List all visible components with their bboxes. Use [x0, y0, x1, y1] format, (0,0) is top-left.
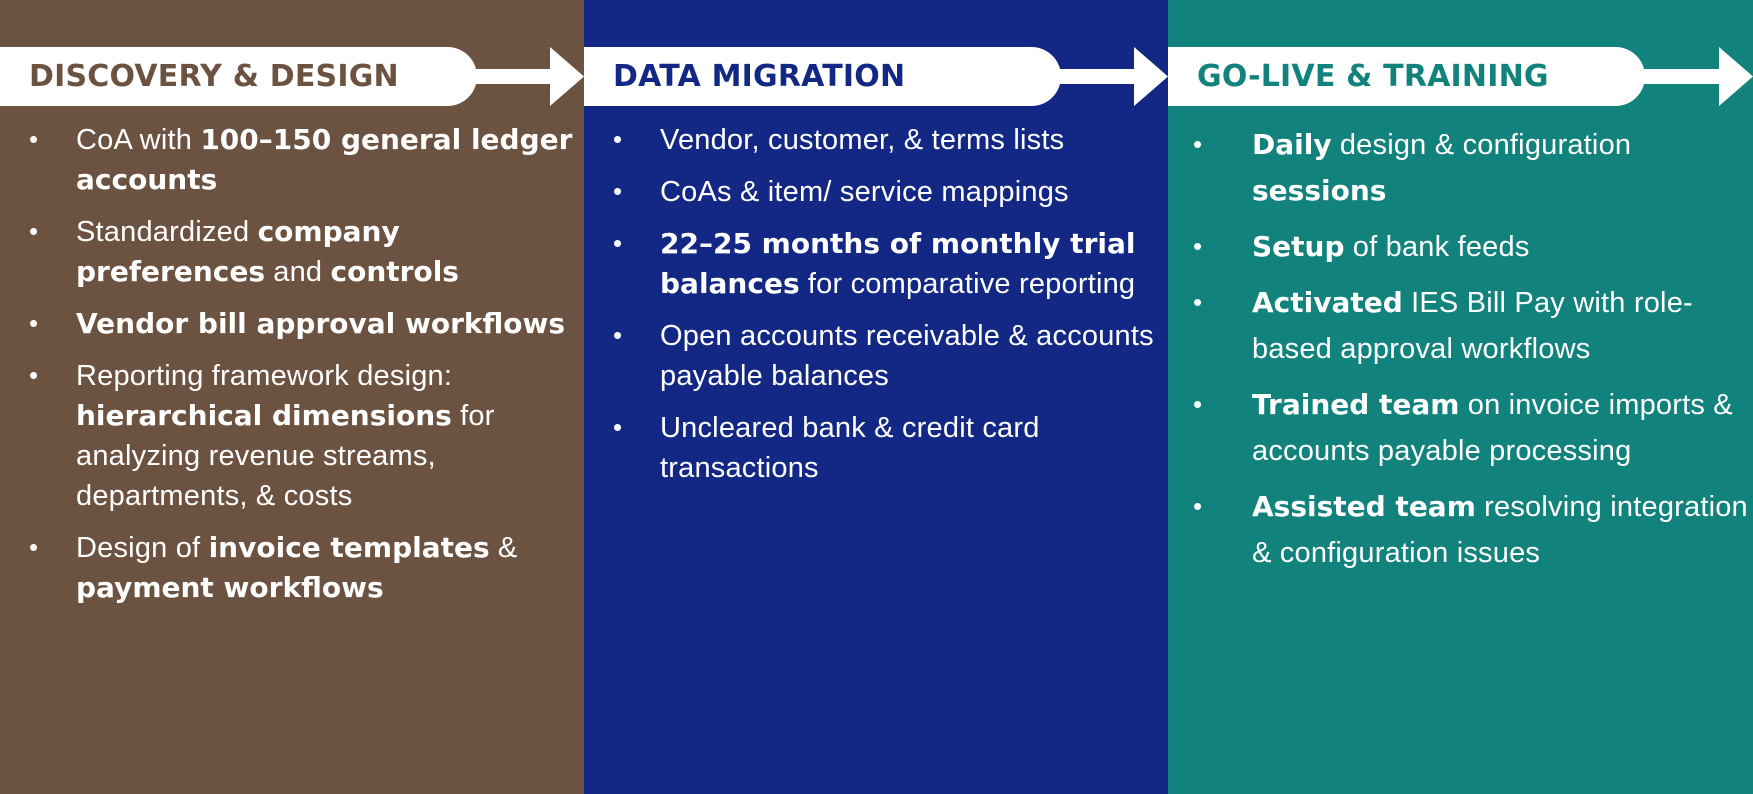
stage-banner [584, 47, 1061, 106]
stage-items [1168, 122, 1752, 586]
bullet-icon: • [29, 360, 39, 390]
item-text-bold: Vendor bill approval workflows [76, 307, 566, 340]
bullet-icon: • [1193, 491, 1203, 521]
list-item [0, 528, 584, 608]
item-text: resolving integration & configuration issues [1252, 491, 1748, 569]
stage-title: GO-LIVE & TRAINING [1197, 59, 1549, 94]
list-item [1168, 280, 1752, 372]
item-text-bold: sessions [1252, 174, 1387, 207]
stage-items [584, 120, 1168, 500]
item-text: Reporting framework design: [76, 360, 453, 392]
item-text: on invoice imports & accounts payable processing [1252, 389, 1733, 467]
bullet-icon: • [29, 216, 39, 246]
stage-banner [1168, 47, 1645, 106]
item-text-bold: 100–150 general ledger accounts [76, 123, 573, 196]
stage-title: DATA MIGRATION [613, 59, 906, 94]
bullet-icon: • [29, 532, 39, 562]
bullet-icon: • [29, 124, 39, 154]
item-text: CoAs & item/ service mappings [660, 176, 1069, 208]
list-item [0, 356, 584, 516]
item-text: IES Bill Pay with role-based approval workflows [1252, 287, 1693, 365]
list-item [1168, 484, 1752, 576]
item-text: CoA with [76, 124, 201, 156]
arrow-right-icon [470, 47, 584, 106]
list-item [0, 120, 584, 200]
list-item [584, 316, 1168, 396]
bullet-icon: • [613, 228, 623, 258]
item-text: and [265, 256, 331, 288]
item-text-bold: Activated [1252, 286, 1403, 319]
item-text: Vendor, customer, & terms lists [660, 124, 1065, 156]
bullet-icon: • [613, 176, 623, 206]
item-text-bold: Setup [1252, 230, 1345, 263]
stage-banner [0, 47, 477, 106]
bullet-icon: • [1193, 287, 1203, 317]
arrow-right-icon [1054, 47, 1168, 106]
list-item [584, 172, 1168, 212]
item-text-bold: controls [330, 255, 459, 288]
item-text: Design of [76, 532, 209, 564]
item-text: for comparative reporting [799, 268, 1136, 300]
item-text: of bank feeds [1344, 231, 1530, 263]
column-go-live-training [1168, 0, 1753, 794]
item-text: Open accounts receivable & accounts payable balances [660, 320, 1154, 392]
item-text: Standardized [76, 216, 258, 248]
item-text: design & configuration [1331, 129, 1632, 161]
column-discovery-design [0, 0, 584, 794]
arrow-right-icon [1638, 47, 1753, 106]
bullet-icon: • [613, 320, 623, 350]
item-text: Uncleared bank & credit card transactions [660, 412, 1040, 484]
stage-items [0, 120, 584, 620]
item-text-bold: 22–25 months of monthly trial balances [660, 227, 1136, 300]
item-text-bold: Assisted team [1252, 490, 1476, 523]
bullet-icon: • [1193, 231, 1203, 261]
item-text-bold: Daily [1252, 128, 1332, 161]
item-text-bold: payment workflows [76, 571, 384, 604]
list-item [1168, 122, 1752, 214]
column-data-migration [584, 0, 1168, 794]
item-text-bold: hierarchical dimensions [76, 399, 452, 432]
list-item [1168, 224, 1752, 270]
item-text: for analyzing revenue streams, departments, & costs [76, 400, 495, 512]
bullet-icon: • [613, 412, 623, 442]
bullet-icon: • [29, 308, 39, 338]
list-item [584, 224, 1168, 304]
list-item [584, 408, 1168, 488]
list-item [0, 212, 584, 292]
bullet-icon: • [613, 124, 623, 154]
list-item [584, 120, 1168, 160]
item-text: & [489, 532, 518, 564]
bullet-icon: • [1193, 389, 1203, 419]
item-text-bold: Trained team [1252, 388, 1460, 421]
stage-title: DISCOVERY & DESIGN [29, 59, 399, 94]
item-text-bold: invoice templates [208, 531, 490, 564]
bullet-icon: • [1193, 129, 1203, 159]
item-text-bold: company preferences [76, 215, 400, 288]
list-item [1168, 382, 1752, 474]
list-item [0, 304, 584, 344]
